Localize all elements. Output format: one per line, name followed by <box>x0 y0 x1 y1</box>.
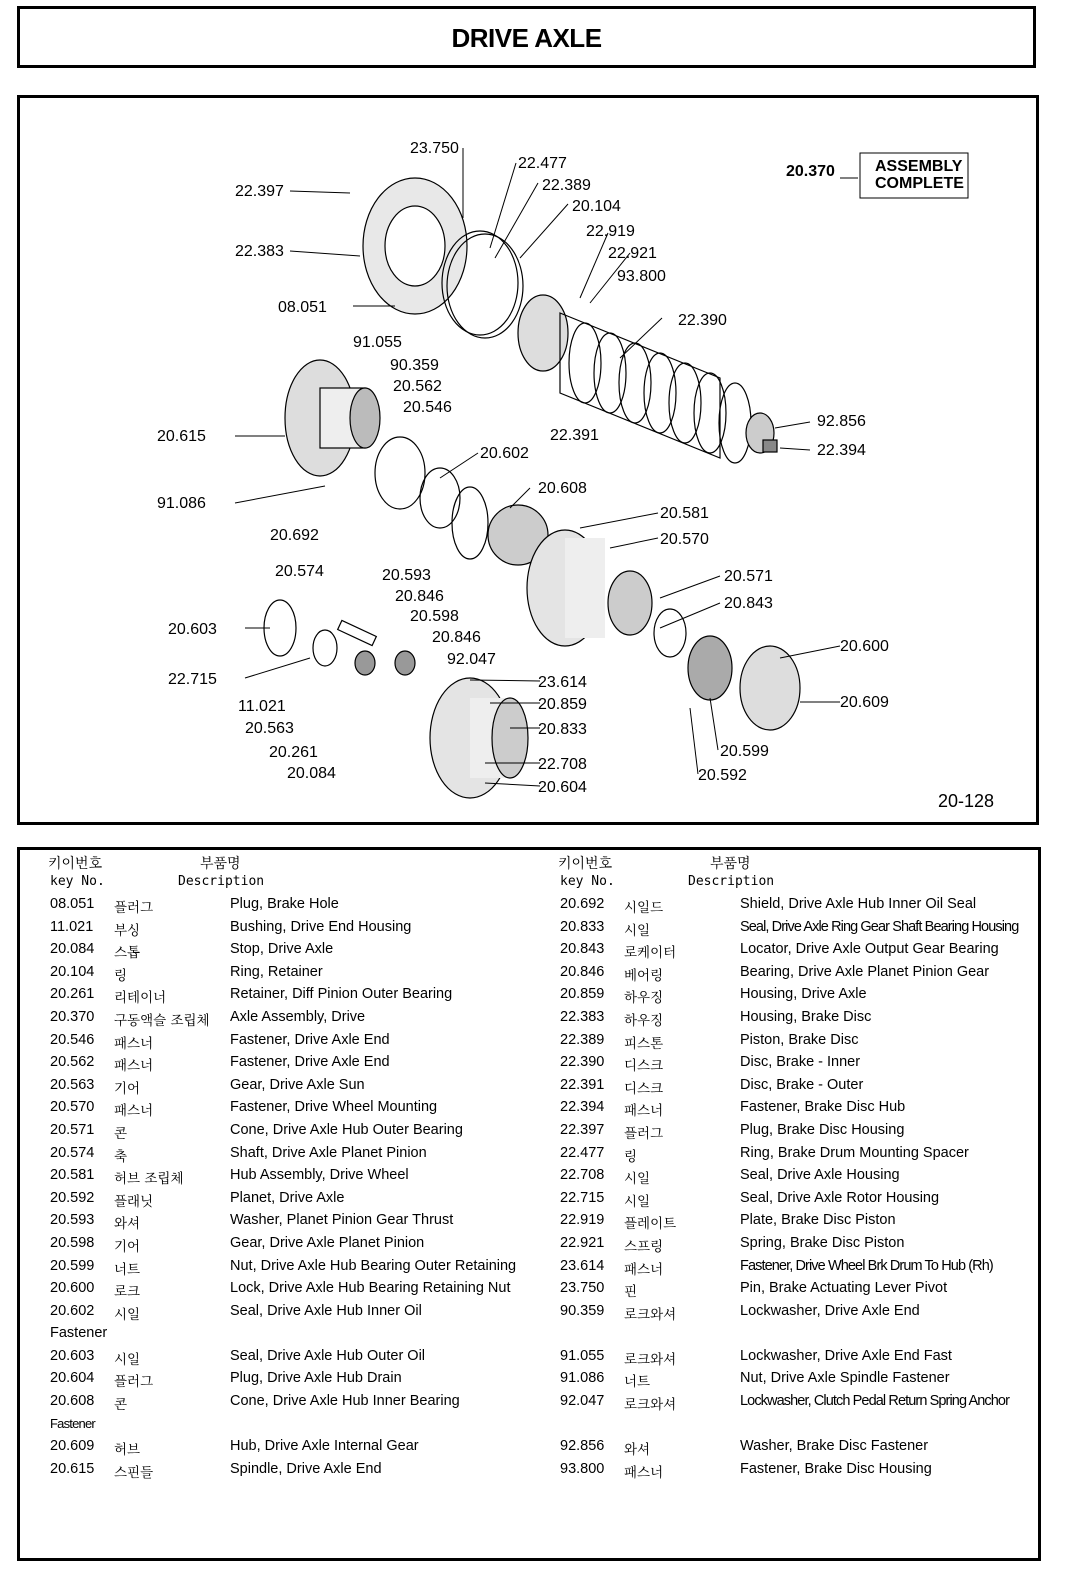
assembly-text-line1: ASSEMBLY <box>875 158 963 175</box>
callout-label: 20.833 <box>538 721 587 738</box>
part-description: Piston, Brake Disc <box>740 1031 859 1048</box>
part-key-number: 20.592 <box>50 1189 95 1206</box>
callout-label: 22.715 <box>168 671 217 688</box>
internal-gear-hub-part <box>740 646 800 730</box>
table-row <box>558 1278 1038 1301</box>
callout-label: 22.921 <box>608 245 657 262</box>
part-korean-name: 와셔 <box>114 1216 141 1233</box>
part-korean-name: 핀 <box>624 1284 638 1301</box>
part-description: Lockwasher, Clutch Pedal Return Spring Anchor <box>740 1393 1010 1410</box>
callout-label: 20.546 <box>403 399 452 416</box>
part-description: Retainer, Diff Pinion Outer Bearing <box>230 986 453 1003</box>
table-row <box>48 1097 528 1120</box>
part-description: Ring, Brake Drum Mounting Spacer <box>740 1144 969 1161</box>
part-description: Washer, Brake Disc Fastener <box>740 1438 929 1455</box>
part-key-number: 20.261 <box>50 986 95 1003</box>
table-row <box>558 1075 1038 1098</box>
part-key-number: 20.600 <box>50 1280 95 1297</box>
part-korean-name: 로크 <box>114 1284 141 1301</box>
part-korean-name: 링 <box>114 967 128 984</box>
callout-label: 20.581 <box>660 505 709 522</box>
part-key-number: 20.571 <box>50 1121 95 1138</box>
table-row <box>48 894 528 917</box>
part-korean-name: 플러그 <box>114 900 154 916</box>
callout-label: 20.692 <box>270 527 319 544</box>
header-desc-en: Description <box>688 874 775 889</box>
part-description: Axle Assembly, Drive <box>230 1008 366 1025</box>
part-korean-name: 시일 <box>114 1306 141 1323</box>
part-korean-name: 디스크 <box>624 1058 664 1075</box>
part-korean-name: 축 <box>114 1148 128 1165</box>
part-key-number: 90.359 <box>560 1302 605 1319</box>
part-korean-name: 스핀들 <box>114 1464 154 1481</box>
callout-label: 92.047 <box>447 651 496 668</box>
part-key-number: 20.609 <box>50 1438 95 1455</box>
part-korean-name: 콘 <box>114 1125 128 1142</box>
wrapped-text: Fastener <box>50 1415 95 1431</box>
callout-label: 91.055 <box>353 334 402 351</box>
callout-label: 20.600 <box>840 638 889 655</box>
table-row <box>558 1301 1038 1324</box>
part-description: Seal, Drive Axle Hub Inner Oil <box>230 1302 422 1319</box>
table-row <box>48 1278 528 1301</box>
part-key-number: 22.921 <box>560 1234 605 1251</box>
part-key-number: 20.593 <box>50 1212 95 1229</box>
callout-label: 20.615 <box>157 428 206 445</box>
part-description: Lockwasher, Drive Axle End Fast <box>740 1347 952 1364</box>
callout-label: 20.609 <box>840 694 889 711</box>
part-key-number: 20.843 <box>560 941 605 958</box>
part-description: Bearing, Drive Axle Planet Pinion Gear <box>740 963 990 980</box>
page-title: DRIVE AXLE <box>451 23 602 53</box>
part-key-number: 20.570 <box>50 1099 95 1116</box>
part-description: Spring, Brake Disc Piston <box>740 1234 905 1251</box>
part-korean-name: 시일드 <box>624 900 664 916</box>
part-description: Nut, Drive Axle Spindle Fastener <box>740 1370 950 1387</box>
part-key-number: 20.603 <box>50 1347 95 1364</box>
part-korean-name: 플레이트 <box>624 1216 677 1233</box>
part-key-number: 22.397 <box>560 1121 605 1138</box>
part-korean-name: 콘 <box>114 1397 128 1414</box>
part-korean-name: 패스너 <box>114 1103 154 1120</box>
callout-label: 20.603 <box>168 621 217 638</box>
wrapped-text-row <box>48 1414 528 1437</box>
part-description: Hub Assembly, Drive Wheel <box>230 1167 409 1184</box>
parts-column-right <box>558 850 1038 1481</box>
callout-label: 90.359 <box>390 357 439 374</box>
callout-label: 22.394 <box>817 442 866 459</box>
part-korean-name: 스프링 <box>624 1238 664 1255</box>
part-korean-name: 부싱 <box>114 922 141 939</box>
part-key-number: 20.692 <box>560 896 605 912</box>
part-key-number: 11.021 <box>50 918 94 935</box>
part-key-number: 20.615 <box>50 1460 95 1477</box>
part-description: Seal, Drive Axle Hub Outer Oil <box>230 1347 426 1364</box>
table-row <box>558 1368 1038 1391</box>
callout-label: 91.086 <box>157 495 206 512</box>
part-korean-name: 기어 <box>114 1080 141 1097</box>
table-row <box>558 917 1038 940</box>
table-row <box>48 1052 528 1075</box>
wrapped-text: Fastener <box>50 1325 108 1342</box>
part-key-number: 20.581 <box>50 1167 95 1184</box>
part-key-number: 22.708 <box>560 1167 605 1184</box>
part-key-number: 22.715 <box>560 1189 605 1206</box>
callout-label: 23.750 <box>410 140 459 157</box>
callout-label: 20.562 <box>393 378 442 395</box>
part-description: Locator, Drive Axle Output Gear Bearing <box>740 941 999 958</box>
part-description: Cone, Drive Axle Hub Inner Bearing <box>230 1393 460 1410</box>
callout-label: 22.391 <box>550 427 599 444</box>
part-description: Stop, Drive Axle <box>230 941 334 958</box>
part-korean-name: 시일 <box>624 1193 651 1210</box>
table-row <box>48 1346 528 1369</box>
part-korean-name: 시일 <box>624 922 651 939</box>
part-key-number: 22.394 <box>560 1099 605 1116</box>
table-row <box>558 962 1038 985</box>
part-description: Seal, Drive Axle Rotor Housing <box>740 1189 940 1206</box>
part-korean-name: 시일 <box>114 1351 141 1368</box>
table-row <box>48 1459 528 1482</box>
header-key-ko: 키이번호 <box>558 856 613 872</box>
part-key-number: 93.800 <box>560 1460 605 1477</box>
part-description: Lock, Drive Axle Hub Bearing Retaining Nut <box>230 1280 511 1297</box>
table-row <box>558 1210 1038 1233</box>
part-key-number: 92.047 <box>560 1393 605 1410</box>
assembly-key-label: 20.370 <box>786 163 835 180</box>
callout-label: 20.843 <box>724 595 773 612</box>
callout-label: 20.261 <box>269 744 318 761</box>
part-korean-name: 로크와셔 <box>624 1397 677 1414</box>
spacer-row <box>558 1323 1038 1346</box>
table-row <box>558 1256 1038 1279</box>
part-korean-name: 패스너 <box>114 1035 154 1052</box>
callout-label: 20.846 <box>395 588 444 605</box>
part-korean-name: 너트 <box>624 1374 651 1391</box>
part-description: Plate, Brake Disc Piston <box>740 1212 896 1229</box>
part-key-number: 20.574 <box>50 1144 95 1161</box>
part-korean-name: 기어 <box>114 1238 141 1255</box>
header-desc-ko: 부품명 <box>200 856 241 872</box>
callout-label: 20.084 <box>287 765 336 782</box>
table-row <box>48 1256 528 1279</box>
part-description: Cone, Drive Axle Hub Outer Bearing <box>230 1121 463 1138</box>
part-key-number: 20.602 <box>50 1302 95 1319</box>
part-korean-name: 너트 <box>114 1261 141 1278</box>
header-key-en: key No. <box>560 874 615 889</box>
callout-label: 11.021 <box>238 698 286 715</box>
table-row <box>48 1233 528 1256</box>
part-description: Hub, Drive Axle Internal Gear <box>230 1438 419 1455</box>
table-row <box>558 1436 1038 1459</box>
part-description: Fastener, Drive Axle End <box>230 1054 390 1071</box>
table-row <box>48 1165 528 1188</box>
callout-label: 22.383 <box>235 243 284 260</box>
part-key-number: 23.614 <box>560 1257 605 1274</box>
callout-label: 22.397 <box>235 183 284 200</box>
part-key-number: 20.084 <box>50 941 95 958</box>
part-description: Pin, Brake Actuating Lever Pivot <box>740 1280 948 1297</box>
part-korean-name: 디스크 <box>624 1080 664 1097</box>
table-row <box>48 1436 528 1459</box>
part-description: Washer, Planet Pinion Gear Thrust <box>230 1212 454 1229</box>
part-korean-name: 하우징 <box>624 990 664 1007</box>
part-key-number: 20.562 <box>50 1054 95 1071</box>
part-description: Lockwasher, Drive Axle End <box>740 1302 920 1319</box>
callout-label: 92.856 <box>817 413 866 430</box>
part-description: Spindle, Drive Axle End <box>230 1460 382 1477</box>
table-row <box>48 1143 528 1166</box>
callout-label: 20.608 <box>538 480 587 497</box>
part-description: Plug, Drive Axle Hub Drain <box>230 1370 402 1387</box>
table-row <box>558 1233 1038 1256</box>
part-key-number: 22.477 <box>560 1144 605 1161</box>
part-korean-name: 로케이터 <box>624 945 677 962</box>
part-description: Plug, Brake Disc Housing <box>740 1121 905 1138</box>
table-row <box>48 1007 528 1030</box>
part-description: Bushing, Drive End Housing <box>230 918 412 935</box>
table-row <box>558 984 1038 1007</box>
part-description: Fastener, Brake Disc Housing <box>740 1460 932 1477</box>
header-key-en: key No. <box>50 874 105 889</box>
table-row <box>558 1030 1038 1053</box>
callout-label: 20.599 <box>720 743 769 760</box>
part-korean-name: 패스너 <box>624 1103 664 1120</box>
part-key-number: 20.859 <box>560 986 605 1003</box>
callout-label: 20.598 <box>410 608 459 625</box>
part-korean-name: 패스너 <box>114 1058 154 1075</box>
part-korean-name: 허브 조립체 <box>114 1171 184 1188</box>
callout-label: 23.614 <box>538 674 587 691</box>
part-korean-name: 링 <box>624 1148 638 1165</box>
table-row <box>558 1165 1038 1188</box>
wrapped-text-row <box>48 1323 528 1346</box>
part-key-number: 08.051 <box>50 896 95 912</box>
table-row <box>48 962 528 985</box>
part-key-number: 20.608 <box>50 1393 95 1410</box>
part-key-number: 22.919 <box>560 1212 605 1229</box>
part-key-number: 20.604 <box>50 1370 95 1387</box>
part-description: Seal, Drive Axle Housing <box>740 1167 900 1184</box>
part-description: Shaft, Drive Axle Planet Pinion <box>230 1144 427 1161</box>
part-description: Gear, Drive Axle Sun <box>230 1076 365 1093</box>
part-description: Fastener, Brake Disc Hub <box>740 1099 906 1116</box>
part-description: Fastener, Drive Axle End <box>230 1031 390 1048</box>
callout-label: 20.574 <box>275 563 324 580</box>
table-row <box>48 1120 528 1143</box>
callout-label: 20.592 <box>698 767 747 784</box>
part-korean-name: 피스톤 <box>624 1035 664 1052</box>
table-row <box>558 1188 1038 1211</box>
part-korean-name: 로크와셔 <box>624 1351 677 1368</box>
table-row <box>48 1210 528 1233</box>
title-box <box>17 6 1036 68</box>
callout-label: 22.389 <box>542 177 591 194</box>
assembly-text-line2: COMPLETE <box>875 175 964 192</box>
part-description: Planet, Drive Axle <box>230 1189 345 1206</box>
table-row <box>48 1075 528 1098</box>
part-description: Ring, Retainer <box>230 963 323 980</box>
part-key-number: 20.546 <box>50 1031 95 1048</box>
table-row <box>558 1391 1038 1414</box>
header-key-ko: 키이번호 <box>48 856 103 872</box>
table-header <box>48 850 528 894</box>
table-row <box>48 984 528 1007</box>
part-korean-name: 플러그 <box>624 1125 664 1142</box>
table-row <box>48 1030 528 1053</box>
part-korean-name: 시일 <box>624 1171 651 1188</box>
callout-label: 22.390 <box>678 312 727 329</box>
part-description: Nut, Drive Axle Hub Bearing Outer Retaining <box>230 1257 517 1274</box>
part-key-number: 20.833 <box>560 918 605 935</box>
figure-code: 20-128 <box>937 791 994 811</box>
part-description: Housing, Brake Disc <box>740 1008 872 1025</box>
part-key-number: 91.086 <box>560 1370 605 1387</box>
table-row <box>558 1007 1038 1030</box>
part-korean-name: 하우징 <box>624 1012 664 1029</box>
part-description: Plug, Brake Hole <box>230 896 339 912</box>
table-row <box>558 1052 1038 1075</box>
part-description: Fastener, Drive Wheel Mounting <box>230 1099 438 1116</box>
table-row <box>558 1120 1038 1143</box>
spacer-row <box>558 1414 1038 1437</box>
callout-label: 22.708 <box>538 756 587 773</box>
callout-label: 20.570 <box>660 531 709 548</box>
table-row <box>558 1459 1038 1482</box>
part-key-number: 20.846 <box>560 963 605 980</box>
table-row <box>558 1143 1038 1166</box>
part-key-number: 22.389 <box>560 1031 605 1048</box>
part-korean-name: 베어링 <box>624 967 664 984</box>
table-row <box>558 1097 1038 1120</box>
table-row <box>558 894 1038 917</box>
table-row <box>48 917 528 940</box>
callout-label: 20.104 <box>572 198 621 215</box>
callout-label: 20.846 <box>432 629 481 646</box>
part-description: Gear, Drive Axle Planet Pinion <box>230 1234 425 1251</box>
part-key-number: 92.856 <box>560 1438 605 1455</box>
part-key-number: 20.370 <box>50 1008 95 1025</box>
part-key-number: 22.383 <box>560 1008 605 1025</box>
part-key-number: 20.598 <box>50 1234 95 1251</box>
part-korean-name: 스톱 <box>114 945 141 962</box>
part-key-number: 22.391 <box>560 1076 605 1093</box>
table-row <box>48 1368 528 1391</box>
part-description: Disc, Brake - Inner <box>740 1054 861 1071</box>
part-key-number: 23.750 <box>560 1280 605 1297</box>
parts-table <box>17 847 1041 1561</box>
header-desc-en: Description <box>178 874 265 889</box>
callout-label: 22.919 <box>586 223 635 240</box>
part-description: Shield, Drive Axle Hub Inner Oil Seal <box>740 896 977 912</box>
part-korean-name: 로크와셔 <box>624 1306 677 1323</box>
callout-label: 08.051 <box>278 299 327 316</box>
table-row <box>48 1391 528 1414</box>
callout-label: 20.563 <box>245 720 294 737</box>
table-row <box>48 1301 528 1324</box>
part-description: Housing, Drive Axle <box>740 986 867 1003</box>
table-row <box>48 1188 528 1211</box>
part-description: Seal, Drive Axle Ring Gear Shaft Bearing Housing <box>740 918 1019 935</box>
callout-label: 20.602 <box>480 445 529 462</box>
part-description: Fastener, Drive Wheel Brk Drum To Hub (Rh) <box>740 1257 993 1274</box>
part-korean-name: 플러그 <box>114 1374 154 1391</box>
part-description: Disc, Brake - Outer <box>740 1076 864 1093</box>
part-korean-name: 허브 <box>114 1442 141 1459</box>
table-row <box>558 1346 1038 1369</box>
header-desc-ko: 부품명 <box>710 856 751 872</box>
part-korean-name: 리테이너 <box>114 990 167 1007</box>
table-row <box>48 939 528 962</box>
callout-label: 20.571 <box>724 568 773 585</box>
exploded-view-drawing <box>20 98 1036 822</box>
part-key-number: 20.599 <box>50 1257 95 1274</box>
table-row <box>558 939 1038 962</box>
part-korean-name: 구동액슬 조립체 <box>114 1012 210 1029</box>
part-korean-name: 와셔 <box>624 1442 651 1459</box>
part-key-number: 20.104 <box>50 963 95 980</box>
callout-label: 20.593 <box>382 567 431 584</box>
part-korean-name: 패스너 <box>624 1261 664 1278</box>
callout-label: 93.800 <box>617 268 666 285</box>
part-key-number: 20.563 <box>50 1076 95 1093</box>
part-korean-name: 플래닛 <box>114 1193 154 1210</box>
part-key-number: 22.390 <box>560 1054 605 1071</box>
table-header <box>558 850 1038 894</box>
part-key-number: 91.055 <box>560 1347 605 1364</box>
callout-label: 20.604 <box>538 779 587 796</box>
exploded-diagram <box>17 95 1039 825</box>
part-korean-name: 패스너 <box>624 1464 664 1481</box>
parts-column-left <box>48 850 528 1481</box>
callout-label: 20.859 <box>538 696 587 713</box>
callout-label: 22.477 <box>518 155 567 172</box>
